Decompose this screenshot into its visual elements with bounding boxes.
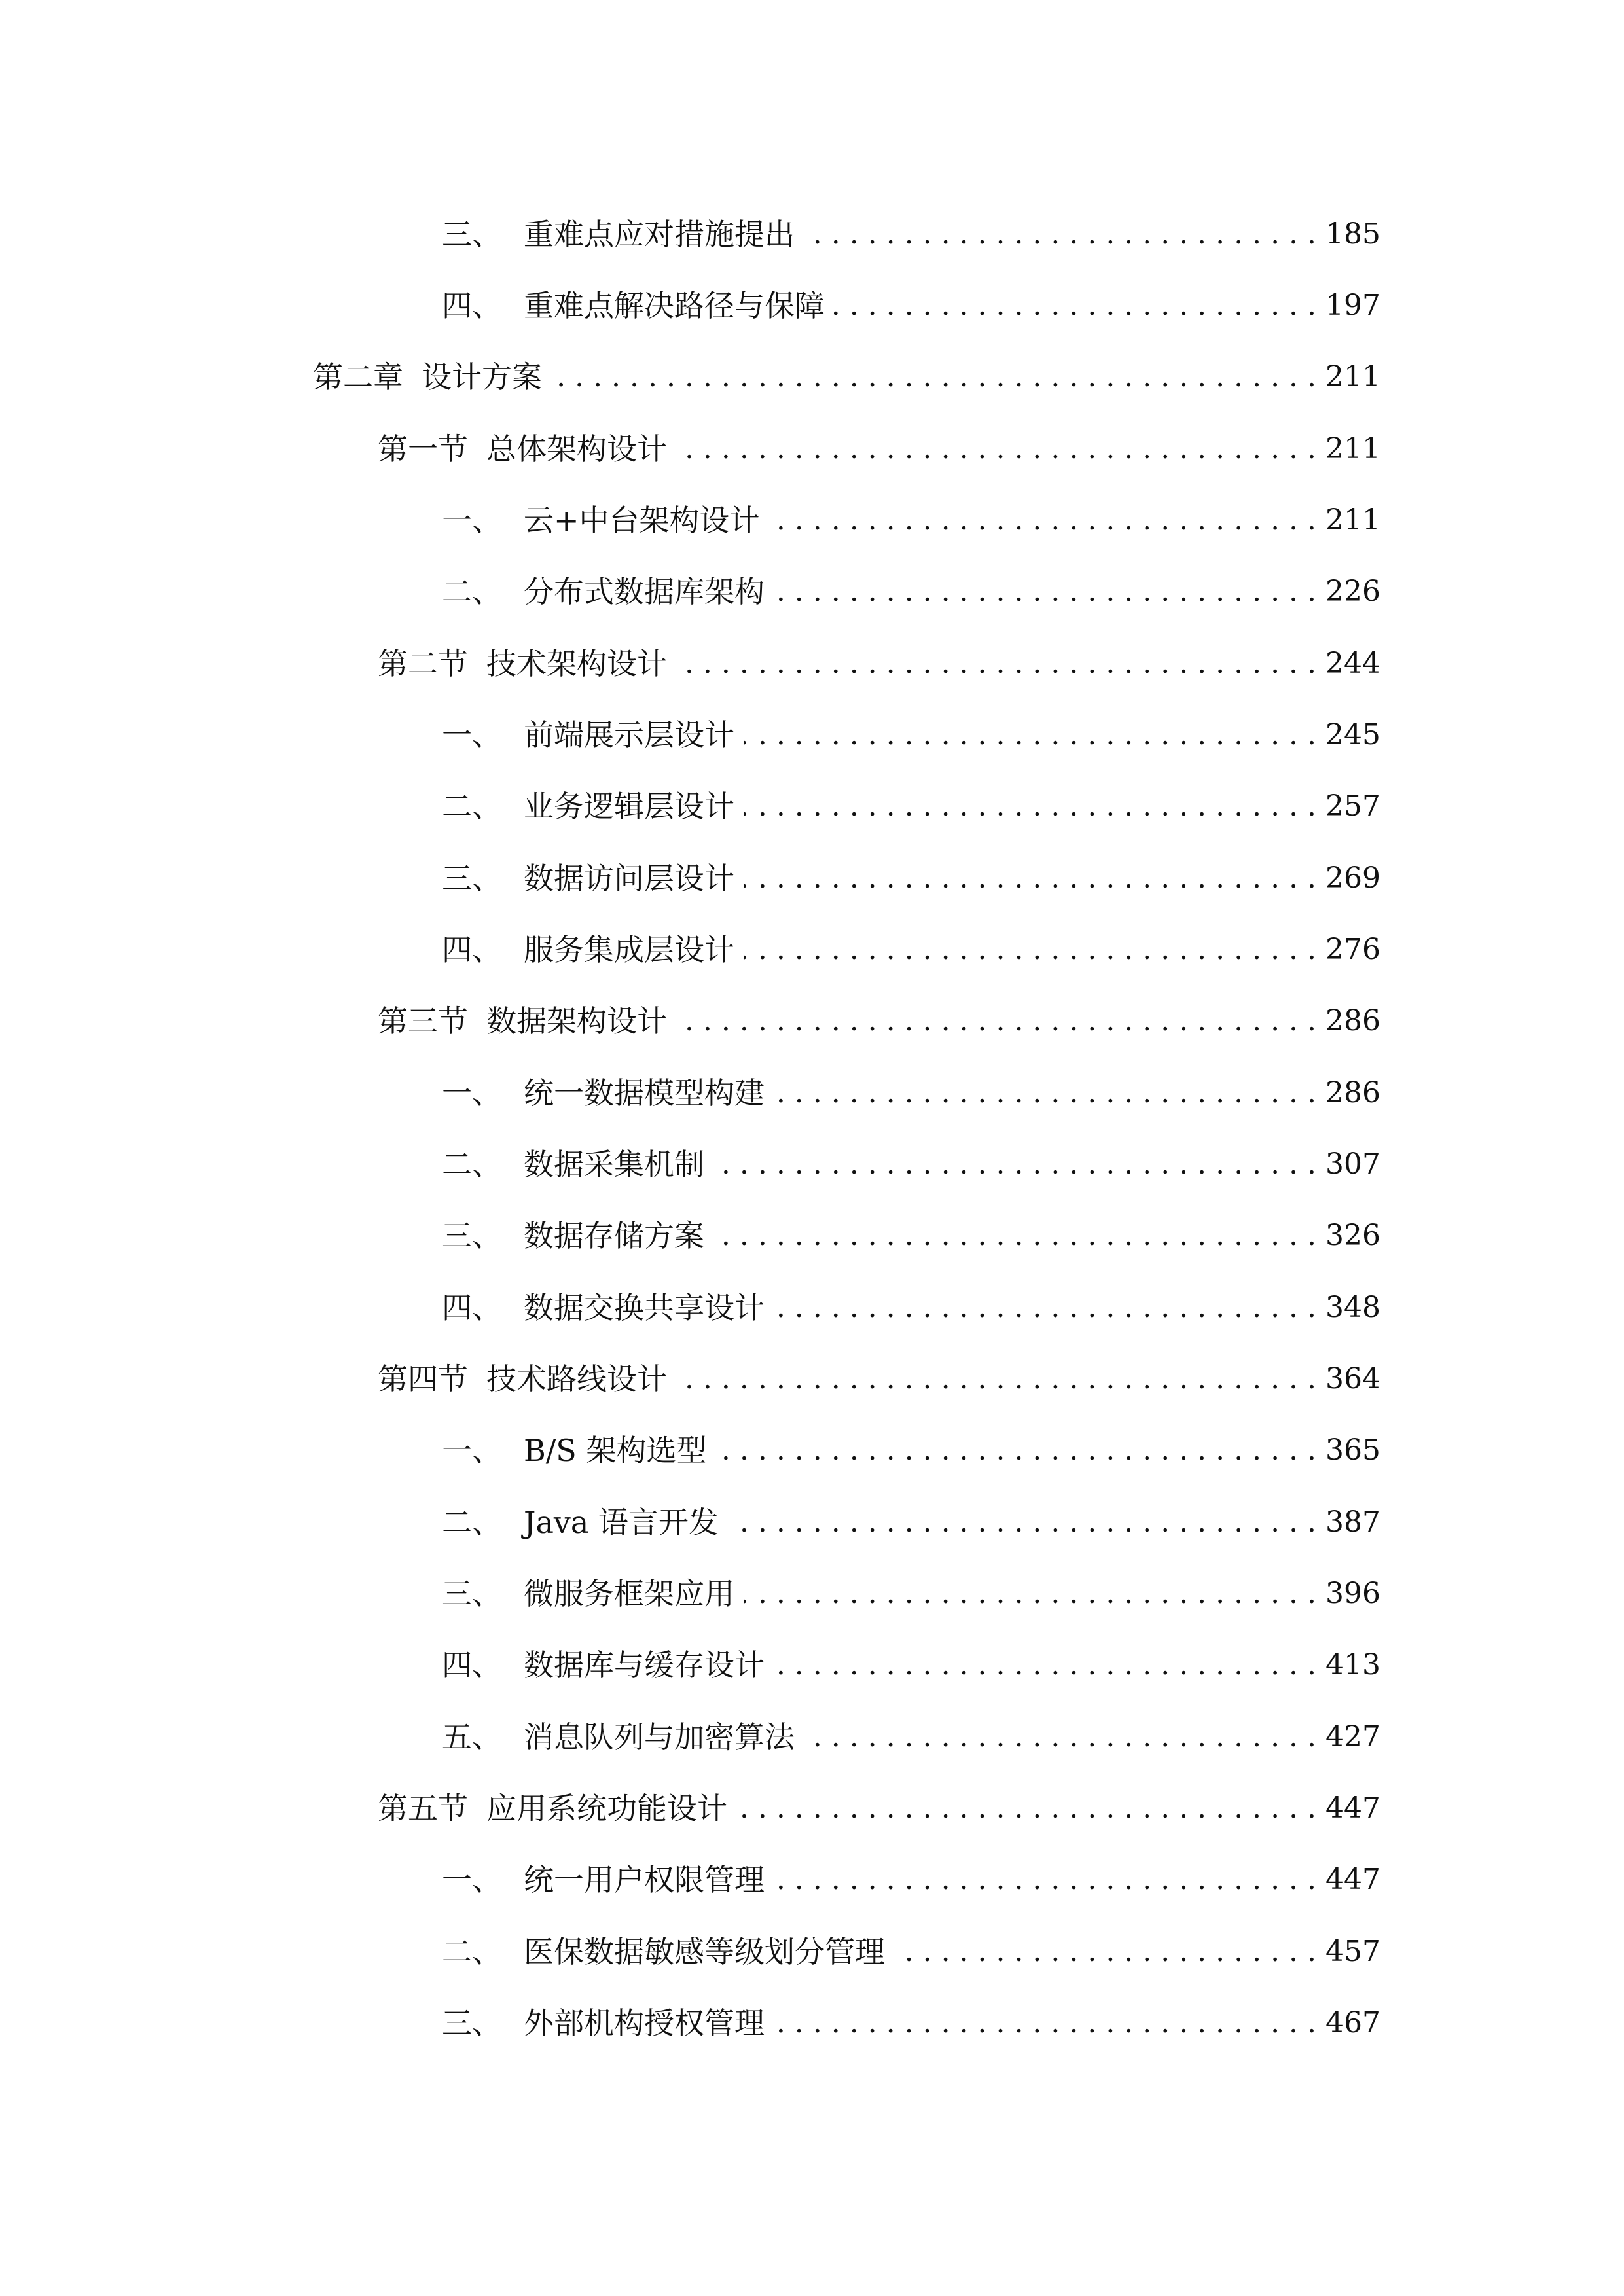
entry-number: 四、	[442, 932, 502, 967]
toc-entry[interactable]	[442, 910, 1380, 969]
entry-title: Java 语言开发	[524, 1505, 719, 1540]
dot-leader	[804, 1717, 1316, 1757]
page-number: 348	[1326, 1291, 1380, 1324]
entry-title: 云+中台架构设计	[524, 503, 760, 538]
entry-number: 三、	[442, 1576, 502, 1611]
dot-leader	[774, 1288, 1316, 1327]
entry-number: 四、	[442, 1647, 502, 1683]
toc-entry-chapter[interactable]	[313, 338, 1380, 397]
dot-leader	[715, 1431, 1316, 1470]
page-number: 457	[1326, 1935, 1380, 1968]
dot-leader	[713, 1145, 1316, 1184]
entry-title: 医保数据敏感等级划分管理	[524, 1934, 885, 1969]
dot-leader	[676, 1001, 1316, 1041]
entry-number: 二、	[442, 1505, 502, 1540]
entry-number: 三、	[442, 2005, 502, 2041]
entry-number: 一、	[442, 1433, 502, 1468]
entry-title: 数据交换共享设计	[524, 1290, 765, 1325]
entry-number: 第三节	[378, 1003, 468, 1039]
entry-number: 第四节	[378, 1361, 468, 1397]
page-number: 307	[1326, 1147, 1380, 1181]
page-number: 276	[1326, 933, 1380, 966]
dot-leader	[728, 1503, 1316, 1542]
dot-leader	[551, 357, 1316, 397]
dot-leader	[894, 1932, 1316, 1971]
page-number: 286	[1326, 1076, 1380, 1109]
dot-leader	[744, 715, 1316, 755]
toc-entry[interactable]	[442, 1196, 1380, 1255]
entry-title: 消息队列与加密算法	[524, 1719, 795, 1755]
page-number: 364	[1326, 1362, 1380, 1395]
entry-title: 应用系统功能设计	[486, 1791, 727, 1826]
page-number: 244	[1326, 647, 1380, 680]
dot-leader	[774, 572, 1316, 611]
page-number: 326	[1326, 1219, 1380, 1252]
toc-entry[interactable]	[442, 1411, 1380, 1470]
toc-entry[interactable]	[442, 1912, 1380, 1971]
page-number: 396	[1326, 1577, 1380, 1610]
entry-title: B/S 架构选型	[524, 1433, 707, 1468]
toc-entry[interactable]	[442, 481, 1380, 540]
toc-entry[interactable]	[442, 1626, 1380, 1685]
entry-number: 三、	[442, 217, 502, 252]
toc-entry-section[interactable]	[378, 624, 1380, 683]
dot-leader	[676, 429, 1316, 469]
dot-leader	[736, 1789, 1316, 1828]
dot-leader	[676, 644, 1316, 683]
toc-entry[interactable]	[442, 1554, 1380, 1613]
dot-leader	[774, 1645, 1316, 1685]
entry-number: 一、	[442, 1075, 502, 1111]
toc-entry[interactable]	[442, 1125, 1380, 1184]
dot-leader	[774, 1073, 1316, 1113]
entry-number: 第一节	[378, 431, 468, 467]
entry-title: 数据访问层设计	[524, 861, 734, 896]
entry-number: 第二章	[313, 359, 403, 395]
page-number: 245	[1326, 718, 1380, 751]
toc-entry[interactable]	[442, 1984, 1380, 2043]
entry-title: 数据存储方案	[524, 1218, 704, 1253]
page-number: 427	[1326, 1720, 1380, 1753]
toc-entry[interactable]	[442, 552, 1380, 611]
toc-entry[interactable]	[442, 767, 1380, 826]
entry-title: 总体架构设计	[486, 431, 667, 467]
dot-leader	[744, 859, 1316, 898]
entry-title: 统一用户权限管理	[524, 1862, 765, 1897]
toc-entry[interactable]	[442, 1054, 1380, 1113]
dot-leader	[774, 2003, 1316, 2043]
entry-number: 一、	[442, 1862, 502, 1897]
page-number: 447	[1326, 1791, 1380, 1825]
entry-number: 一、	[442, 717, 502, 753]
page-number: 413	[1326, 1648, 1380, 1681]
entry-number: 三、	[442, 1218, 502, 1253]
page-number: 211	[1326, 360, 1380, 393]
toc-entry-section[interactable]	[378, 410, 1380, 469]
toc-entry-section[interactable]	[378, 982, 1380, 1041]
dot-leader	[676, 1359, 1316, 1399]
toc-entry[interactable]	[442, 195, 1380, 254]
page-number: 257	[1326, 789, 1380, 823]
toc-entry[interactable]	[442, 1268, 1380, 1327]
toc-entry-section[interactable]	[378, 1340, 1380, 1399]
page-number: 467	[1326, 2006, 1380, 2039]
page-number: 211	[1326, 432, 1380, 465]
entry-number: 五、	[442, 1719, 502, 1755]
entry-number: 四、	[442, 288, 502, 323]
page-number: 387	[1326, 1505, 1380, 1539]
page-number: 185	[1326, 217, 1380, 251]
page-number: 447	[1326, 1863, 1380, 1896]
dot-leader	[769, 501, 1316, 540]
dot-leader	[774, 1860, 1316, 1899]
toc-entry[interactable]	[442, 1483, 1380, 1542]
toc-entry[interactable]	[442, 839, 1380, 898]
entry-number: 二、	[442, 574, 502, 609]
page-number: 226	[1326, 575, 1380, 608]
entry-number: 三、	[442, 861, 502, 896]
page-number: 269	[1326, 861, 1380, 895]
entry-number: 二、	[442, 1147, 502, 1182]
entry-title: 外部机构授权管理	[524, 2005, 765, 2041]
entry-title: 设计方案	[422, 359, 542, 395]
entry-title: 重难点解决路径与保障	[524, 288, 825, 323]
entry-number: 四、	[442, 1290, 502, 1325]
entry-title: 前端展示层设计	[524, 717, 734, 753]
page-number: 197	[1326, 289, 1380, 322]
toc-entry[interactable]	[442, 1698, 1380, 1757]
entry-number: 二、	[442, 1934, 502, 1969]
entry-title: 数据库与缓存设计	[524, 1647, 765, 1683]
entry-title: 数据采集机制	[524, 1147, 704, 1182]
entry-number: 第二节	[378, 646, 468, 681]
entry-title: 分布式数据库架构	[524, 574, 765, 609]
dot-leader	[804, 215, 1316, 254]
toc-entry[interactable]	[442, 266, 1380, 325]
dot-leader	[744, 1574, 1316, 1613]
dot-leader	[744, 930, 1316, 969]
entry-number: 一、	[442, 503, 502, 538]
entry-title: 技术架构设计	[486, 646, 667, 681]
entry-title: 统一数据模型构建	[524, 1075, 765, 1111]
page-number: 365	[1326, 1433, 1380, 1467]
toc-entry-section[interactable]	[378, 1769, 1380, 1828]
entry-number: 第五节	[378, 1791, 468, 1826]
entry-title: 服务集成层设计	[524, 932, 734, 967]
dot-leader	[713, 1216, 1316, 1255]
entry-title: 业务逻辑层设计	[524, 789, 734, 824]
toc-entry[interactable]	[442, 696, 1380, 755]
entry-title: 重难点应对措施提出	[524, 217, 795, 252]
dot-leader	[834, 286, 1316, 325]
page-number: 211	[1326, 503, 1380, 537]
entry-number: 二、	[442, 789, 502, 824]
page-number: 286	[1326, 1004, 1380, 1037]
entry-title: 微服务框架应用	[524, 1576, 734, 1611]
dot-leader	[744, 787, 1316, 826]
toc-entry[interactable]	[442, 1840, 1380, 1899]
entry-title: 数据架构设计	[486, 1003, 667, 1039]
entry-title: 技术路线设计	[486, 1361, 667, 1397]
